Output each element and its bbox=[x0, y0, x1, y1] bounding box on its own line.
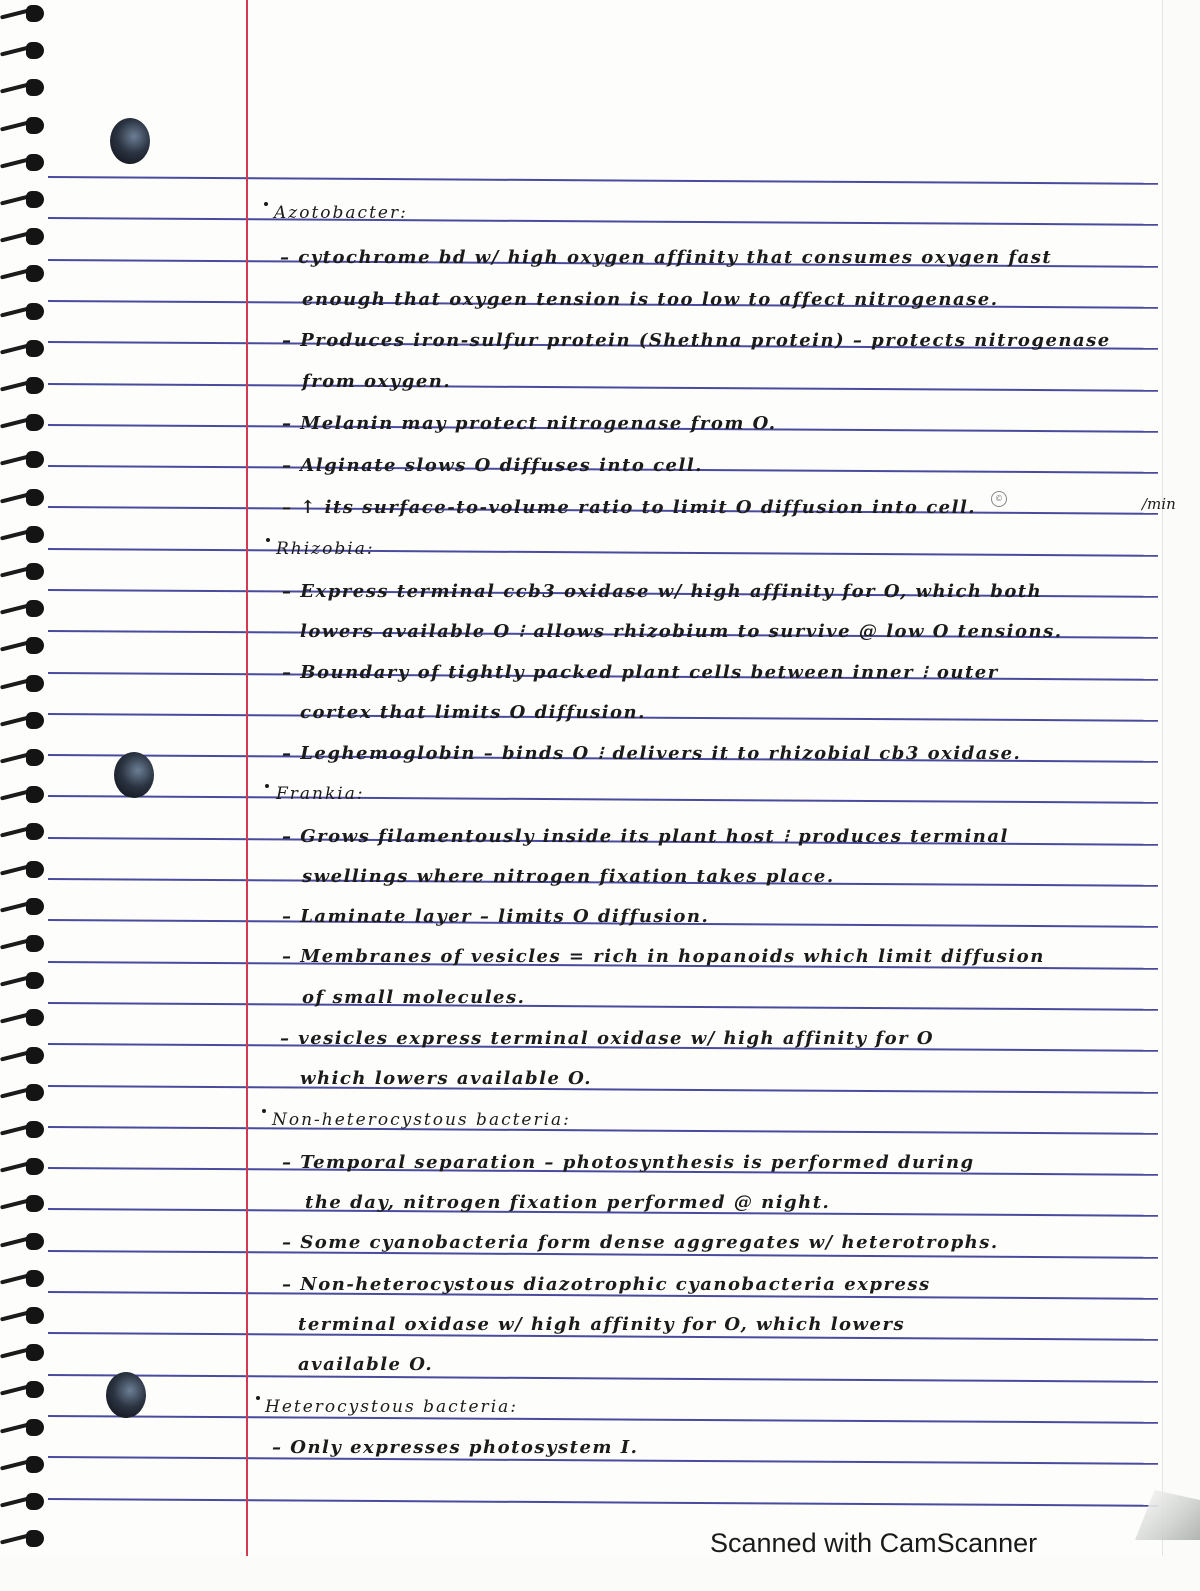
note-line: lowers available O ⁝ allows rhizobium to survive @ low O tensions. bbox=[300, 621, 1063, 642]
spiral-coil bbox=[0, 711, 44, 731]
spiral-coil bbox=[0, 450, 44, 470]
spiral-coil bbox=[0, 1232, 44, 1252]
note-line: – Boundary of tightly packed plant cells between inner ⁝ outer bbox=[282, 662, 999, 683]
margin-note: /min bbox=[1142, 495, 1176, 513]
ruled-line bbox=[48, 217, 1158, 226]
section-heading-azotobacter: Azotobacter: bbox=[274, 203, 408, 223]
ruled-line bbox=[48, 1085, 1158, 1094]
section-heading-rhizobia: Rhizobia: bbox=[276, 539, 375, 559]
spiral-coil bbox=[0, 1306, 44, 1326]
spiral-coil bbox=[0, 153, 44, 173]
note-line: available O. bbox=[298, 1354, 434, 1375]
note-line: – Melanin may protect nitrogenase from O. bbox=[282, 413, 777, 434]
spiral-coil bbox=[0, 227, 44, 247]
note-line: – Only expresses photosystem I. bbox=[272, 1437, 639, 1458]
punch-hole-middle bbox=[114, 752, 154, 798]
spiral-coil bbox=[0, 41, 44, 61]
note-line: terminal oxidase w/ high affinity for O, which lowers bbox=[298, 1314, 906, 1335]
punch-hole-bottom bbox=[106, 1372, 146, 1418]
bullet-dot bbox=[265, 784, 269, 788]
note-line: of small molecules. bbox=[302, 987, 526, 1008]
spiral-coil bbox=[0, 897, 44, 917]
section-heading-heterocystous: Heterocystous bacteria: bbox=[265, 1397, 518, 1417]
spiral-coil bbox=[0, 1120, 44, 1140]
spiral-coil bbox=[0, 190, 44, 210]
spiral-coil bbox=[0, 1194, 44, 1214]
spiral-coil bbox=[0, 4, 44, 24]
punch-hole-top bbox=[110, 118, 150, 164]
spiral-coil bbox=[0, 1492, 44, 1512]
ruled-line bbox=[48, 1374, 1158, 1383]
note-line: – Express terminal ccb3 oxidase w/ high affinity for O, which both bbox=[282, 581, 1043, 602]
note-line: – Alginate slows O diffuses into cell. bbox=[282, 455, 703, 476]
spiral-coil bbox=[0, 1008, 44, 1028]
ruled-line bbox=[48, 548, 1158, 557]
spiral-coil bbox=[0, 1418, 44, 1438]
spiral-coil bbox=[0, 822, 44, 842]
note-line: – ↑ its surface-to-volume ratio to limit O diffusion into cell. bbox=[282, 497, 977, 518]
note-line: – Non-heterocystous diazotrophic cyanobacteria express bbox=[282, 1274, 931, 1295]
ruled-line bbox=[48, 176, 1158, 185]
note-line: – vesicles express terminal oxidase w/ high affinity for O bbox=[280, 1028, 935, 1049]
spiral-coil bbox=[0, 302, 44, 322]
spiral-binding bbox=[0, 0, 50, 1556]
spiral-coil bbox=[0, 934, 44, 954]
spiral-coil bbox=[0, 1269, 44, 1289]
spiral-coil bbox=[0, 1343, 44, 1363]
margin-line bbox=[246, 0, 248, 1556]
spiral-coil bbox=[0, 971, 44, 991]
note-line: – Some cyanobacteria form dense aggregates w/ heterotrophs. bbox=[282, 1232, 999, 1253]
note-line: – Membranes of vesicles = rich in hopanoids which limit diffusion bbox=[282, 946, 1045, 967]
bullet-dot bbox=[256, 1396, 260, 1400]
spiral-coil bbox=[0, 413, 44, 433]
note-line: – Grows filamentously inside its plant host ⁝ produces terminal bbox=[282, 826, 1009, 847]
note-line: – cytochrome bd w/ high oxygen affinity that consumes oxygen fast bbox=[280, 247, 1053, 268]
note-line: – Temporal separation – photosynthesis is performed during bbox=[282, 1152, 975, 1173]
spiral-coil bbox=[0, 599, 44, 619]
note-line: which lowers available O. bbox=[300, 1068, 593, 1089]
circle-mark: © bbox=[991, 491, 1007, 507]
note-line: enough that oxygen tension is too low to affect nitrogenase. bbox=[302, 289, 999, 310]
bullet-dot bbox=[262, 1109, 266, 1113]
ruled-line bbox=[48, 383, 1158, 392]
spiral-coil bbox=[0, 1046, 44, 1066]
note-line: – Produces iron-sulfur protein (Shethna protein) – protects nitrogenase bbox=[282, 330, 1111, 351]
note-line: – Leghemoglobin – binds O ⁝ delivers it to rhizobial cb3 oxidase. bbox=[282, 743, 1022, 764]
ruled-line bbox=[48, 1415, 1158, 1424]
ruled-line bbox=[48, 1002, 1158, 1011]
spiral-coil bbox=[0, 636, 44, 656]
ruled-line bbox=[48, 795, 1158, 804]
spiral-coil bbox=[0, 1380, 44, 1400]
section-heading-non-heterocystous: Non-heterocystous bacteria: bbox=[272, 1110, 571, 1130]
note-line: swellings where nitrogen fixation takes place. bbox=[302, 866, 835, 887]
spiral-coil bbox=[0, 1455, 44, 1475]
note-line: cortex that limits O diffusion. bbox=[300, 702, 646, 723]
spiral-coil bbox=[0, 78, 44, 98]
spiral-coil bbox=[0, 860, 44, 880]
spiral-coil bbox=[0, 339, 44, 359]
spiral-coil bbox=[0, 562, 44, 582]
bullet-dot bbox=[266, 538, 270, 542]
spiral-coil bbox=[0, 1529, 44, 1549]
spiral-coil bbox=[0, 1083, 44, 1103]
spiral-coil bbox=[0, 525, 44, 545]
spiral-coil bbox=[0, 674, 44, 694]
spiral-coil bbox=[0, 376, 44, 396]
scanner-watermark: Scanned with CamScanner bbox=[710, 1528, 1038, 1558]
spiral-coil bbox=[0, 1157, 44, 1177]
note-line: – Laminate layer – limits O diffusion. bbox=[282, 906, 710, 927]
bullet-dot bbox=[264, 202, 268, 206]
spiral-coil bbox=[0, 116, 44, 136]
note-line: from oxygen. bbox=[302, 371, 452, 392]
spiral-coil bbox=[0, 748, 44, 768]
ruled-line bbox=[48, 1126, 1158, 1135]
note-line: the day, nitrogen fixation performed @ night. bbox=[305, 1192, 831, 1213]
ruled-line bbox=[48, 1498, 1158, 1507]
spiral-coil bbox=[0, 488, 44, 508]
spiral-coil bbox=[0, 785, 44, 805]
section-heading-frankia: Frankia: bbox=[276, 784, 365, 804]
spiral-coil bbox=[0, 264, 44, 284]
